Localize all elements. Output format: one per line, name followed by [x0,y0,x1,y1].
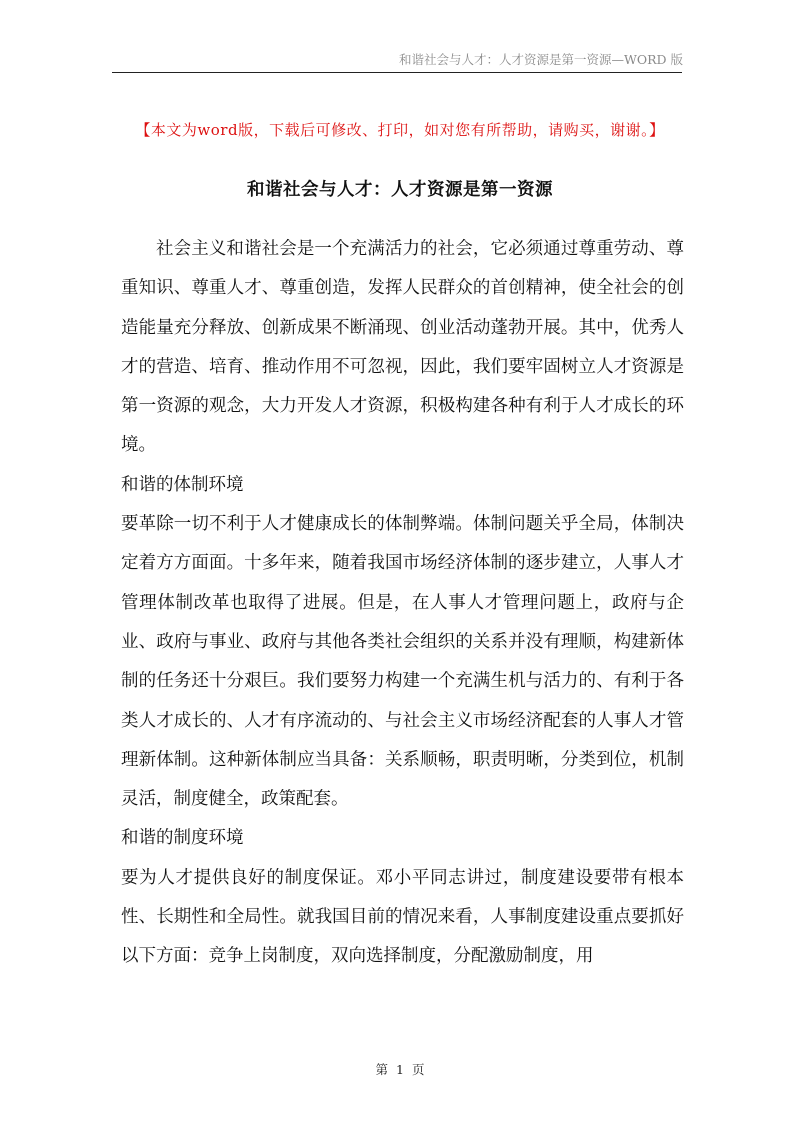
institution-paragraph: 要为人才提供良好的制度保证。邓小平同志讲过，制度建设要带有根本性、长期性和全局性。就我国目前的情况来看，人事制度建设重点要抓好以下方面：竞争上岗制度，双向选择制度，分配激励制度，用 [121,867,684,967]
document-body [121,230,684,977]
intro-paragraph: 社会主义和谐社会是一个充满活力的社会，它必须通过尊重劳动、尊重知识、尊重人才、尊重创造，发挥人民群众的首创精神，使全社会的创造能量充分释放、创新成果不断涌现、创业活动蓬勃开展。其中，优秀人才的营造、培育、推动作用不可忽视，因此，我们要牢固树立人才资源是第一资源的观念，大力开发人才资源，积极构建各种有利于人才成长的环境。 [121,239,684,456]
page-suffix: 页 [411,1062,425,1077]
section-heading-system: 和谐的体制环境 [121,474,244,495]
running-header: 和谐社会与人才：人才资源是第一资源—WORD 版 [398,52,683,67]
section-heading-institution: 和谐的制度环境 [121,828,244,849]
download-notice: 【本文为word版，下载后可修改、打印，如对您有所帮助，请购买，谢谢。】 [135,121,665,139]
header-divider [112,72,682,73]
page-footer [0,1060,800,1078]
page-number: 1 [396,1062,404,1077]
document-title: 和谐社会与人才：人才资源是第一资源 [247,180,553,200]
system-paragraph: 要革除一切不利于人才健康成长的体制弊端。体制问题关乎全局，体制决定着方方面面。十多年来，随着我国市场经济体制的逐步建立，人事人才管理体制改革也取得了进展。但是，在人事人才管理问题上，政府与企业、政府与事业、政府与其他各类社会组织的关系并没有理顺，构建新体制的任务还十分艰巨。我们要努力构建一个充满生机与活力的、有利于各类人才成长的、人才有序流动的、与社会主义市场经济配套的人事人才管理新体制。这种新体制应当具备：关系顺畅，职责明晰，分类到位，机制灵活，制度健全，政策配套。 [121,514,684,810]
page-prefix: 第 [375,1062,389,1077]
